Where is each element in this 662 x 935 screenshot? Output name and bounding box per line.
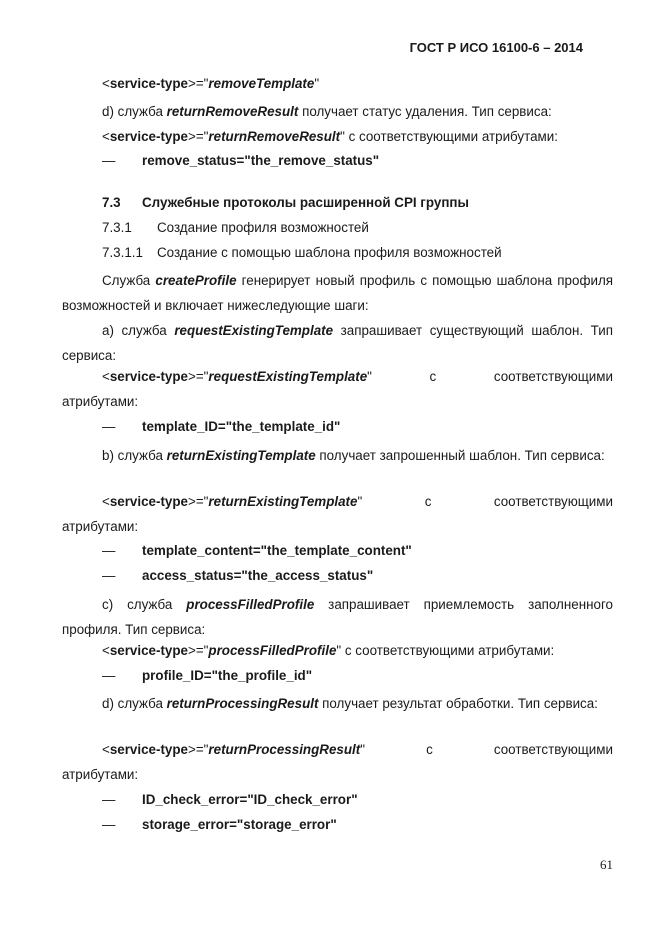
service-name: returnRemoveResult — [166, 104, 299, 119]
text: < — [102, 494, 110, 509]
text: " — [314, 76, 320, 91]
text: < — [102, 129, 110, 144]
tag-name: service-type — [109, 643, 188, 658]
service-type-expr — [102, 494, 362, 510]
subsection-title: Создание с помощью шаблона профиля возможностей — [157, 245, 502, 260]
service-name: returnProcessingResult — [166, 696, 319, 711]
text: атрибутами: — [62, 394, 139, 409]
text: c) служба — [102, 597, 187, 612]
list-dash: — — [102, 419, 116, 434]
text: a) служба — [102, 323, 175, 338]
service-name: returnRemoveResult — [208, 129, 341, 144]
text: с — [424, 494, 432, 509]
document-header: ГОСТ Р ИСО 16100-6 – 2014 — [409, 40, 583, 55]
tag-name: service-type — [109, 76, 188, 91]
text: >=" — [188, 742, 209, 757]
list-dash: — — [102, 817, 116, 832]
text: < — [102, 76, 110, 91]
service-type-line — [102, 643, 554, 659]
list-item: access_status="the_access_status" — [142, 568, 374, 583]
text: < — [102, 369, 110, 384]
service-type-line — [102, 742, 613, 758]
text: b) служба — [102, 448, 167, 463]
service-name: returnProcessingResult — [208, 742, 361, 757]
service-name: returnExistingTemplate — [166, 448, 316, 463]
subsection-title: Создание профиля возможностей — [157, 220, 369, 235]
subsection-number: 7.3.1 — [102, 220, 132, 235]
text: запрашивает существующий шаблон. Тип сервиса: — [62, 323, 613, 363]
service-name: processFilledProfile — [208, 643, 337, 658]
service-type-line — [102, 76, 319, 92]
paragraph — [62, 269, 613, 318]
text: с — [426, 742, 433, 757]
text: " — [367, 369, 372, 384]
service-name: createProfile — [155, 273, 237, 288]
text: получает запрошенный шаблон. Тип сервиса: — [315, 448, 605, 463]
list-item: template_ID="the_template_id" — [142, 419, 341, 434]
paragraph — [62, 444, 613, 469]
text: >=" — [188, 494, 209, 509]
service-type-line — [102, 369, 613, 385]
section-title: Служебные протоколы расширенной CPI группы — [142, 195, 469, 210]
text: d) служба — [102, 104, 167, 119]
text: запрашивает приемлемость заполненного профиля. Тип сервиса: — [62, 597, 613, 637]
service-name: requestExistingTemplate — [208, 369, 368, 384]
text: с — [429, 369, 437, 384]
paragraph — [62, 593, 613, 642]
text: Служба — [102, 273, 156, 288]
service-type-expr — [102, 742, 365, 758]
text: атрибутами: — [62, 767, 139, 782]
text: получает результат обработки. Тип сервиса: — [318, 696, 598, 711]
subsection-number: 7.3.1.1 — [102, 245, 143, 260]
text: атрибутами: — [62, 519, 139, 534]
service-type-expr — [102, 369, 372, 385]
text: " — [360, 742, 365, 757]
list-dash: — — [102, 668, 116, 683]
tag-name: service-type — [109, 742, 188, 757]
tag-name: service-type — [109, 129, 188, 144]
text: >=" — [188, 369, 209, 384]
service-name: removeTemplate — [208, 76, 315, 91]
text: соответствующими — [493, 742, 613, 757]
text: >=" — [188, 643, 209, 658]
list-dash: — — [102, 543, 116, 558]
text: < — [102, 643, 110, 658]
text: " с соответствующими атрибутами: — [336, 643, 555, 658]
text: соответствующими — [493, 369, 613, 384]
list-dash: — — [102, 153, 116, 168]
text: >=" — [188, 129, 209, 144]
list-item: ID_check_error="ID_check_error" — [142, 792, 358, 807]
list-dash: — — [102, 568, 116, 583]
text: >=" — [188, 76, 209, 91]
service-type-line — [102, 494, 613, 510]
service-name: requestExistingTemplate — [174, 323, 334, 338]
list-item: profile_ID="the_profile_id" — [142, 668, 313, 683]
page-number: 61 — [600, 857, 613, 872]
service-name: processFilledProfile — [186, 597, 315, 612]
text: " с соответствующими атрибутами: — [340, 129, 558, 144]
list-item: storage_error="storage_error" — [142, 817, 337, 832]
paragraph — [62, 692, 613, 717]
text: генерирует новый профиль с помощью шаблона профиля возможностей и включает нижеследующие шаги: — [62, 273, 614, 313]
tag-name: service-type — [109, 369, 188, 384]
text: " — [357, 494, 363, 509]
list-item: remove_status="the_remove_status" — [142, 153, 380, 168]
paragraph — [102, 104, 552, 120]
list-dash: — — [102, 792, 116, 807]
service-name: returnExistingTemplate — [208, 494, 358, 509]
list-item: template_content="the_template_content" — [142, 543, 412, 558]
tag-name: service-type — [109, 494, 188, 509]
text: < — [102, 742, 110, 757]
text: d) служба — [102, 696, 167, 711]
text: получает статус удаления. Тип сервиса: — [298, 104, 552, 119]
text: соответствующими — [493, 494, 613, 509]
paragraph — [62, 319, 613, 368]
section-number: 7.3 — [102, 195, 121, 210]
service-type-line — [102, 129, 558, 145]
